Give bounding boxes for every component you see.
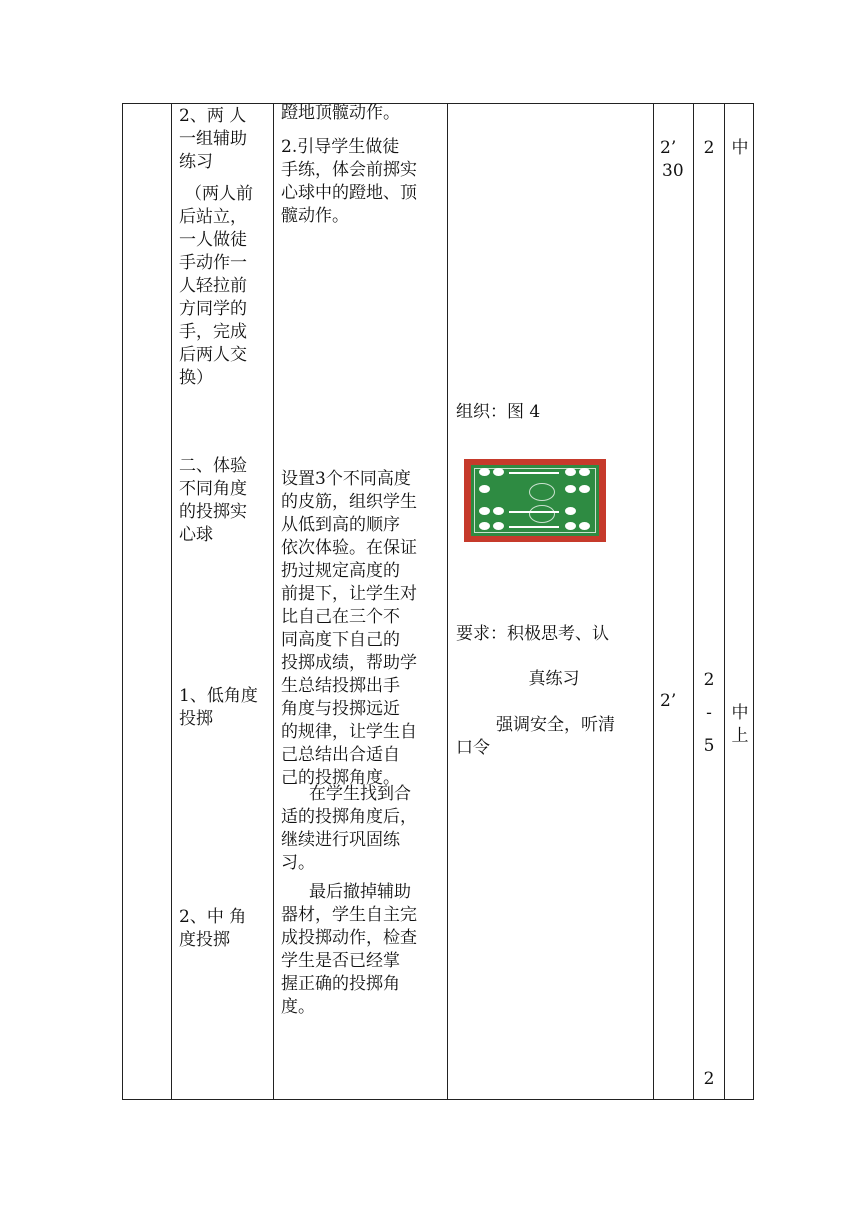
- content-mid-angle: 2、中 角 度投掷: [179, 907, 247, 950]
- content-angle-experience: 二、体验 不同角度 的投掷实 心球: [179, 456, 247, 545]
- column-divider: [693, 104, 694, 1099]
- content-low-angle: 1、低角度 投掷: [179, 686, 258, 729]
- count-value-2a: 2: [703, 670, 715, 690]
- teacher-activity-4: 在学生找到合 适的投掷角度后， 继续进行巩固练 习。: [281, 784, 417, 873]
- intensity-value-1: 中: [731, 138, 749, 158]
- count-value-3: 2: [703, 1069, 715, 1089]
- content-pair-practice: 2、两 人 一组辅助 练习: [179, 106, 247, 172]
- teacher-activity-5: 最后撤掉辅助 器材，学生自主完 成投掷动作，检查 学生是否已经掌 握正确的投掷角 度。: [281, 882, 417, 1017]
- column-divider: [171, 104, 172, 1099]
- safety-text: 强调安全，听清 口令: [456, 715, 615, 758]
- organization-diagram: [464, 459, 606, 542]
- intensity-value-2a: 中: [731, 703, 749, 723]
- teacher-activity-1: 蹬地顶髋动作。: [281, 103, 400, 123]
- requirement-text-2: 真练习: [528, 669, 580, 689]
- count-value-2c: 5: [703, 736, 715, 756]
- field-graphic: [471, 465, 599, 536]
- intensity-value-2b: 上: [731, 726, 749, 746]
- time-value-1b: 30: [662, 161, 684, 181]
- teacher-activity-2: 2.引导学生做徒 手练，体会前掷实 心球中的蹬地、顶 髋动作。: [281, 137, 417, 226]
- time-value-1: 2’: [660, 138, 677, 158]
- requirement-text: 要求：积极思考、认: [456, 624, 609, 644]
- column-divider: [653, 104, 654, 1099]
- content-pair-instructions: （两人前 后站立， 一人做徒 手动作一 人轻拉前 方同学的 手，完成 后两人交 换）: [179, 184, 253, 388]
- count-value-1: 2: [703, 138, 715, 158]
- column-divider: [447, 104, 448, 1099]
- organization-label: 组织：图 4: [456, 402, 541, 422]
- count-value-2b: -: [706, 703, 712, 723]
- lesson-plan-table: [122, 103, 754, 1100]
- column-divider: [724, 104, 725, 1099]
- teacher-activity-3: 设置3个不同高度 的皮筋，组织学生 从低到高的顺序 依次体验。在保证 扔过规定高度的 前提下，让学生对 比自己在三个不 同高度下自己的 投掷成绩，帮助学 生总结投掷出手 角度与投掷远近 的规律，让学生自 己总结出合适自 己的投掷角度。: [281, 469, 417, 788]
- time-value-2: 2’: [660, 691, 677, 711]
